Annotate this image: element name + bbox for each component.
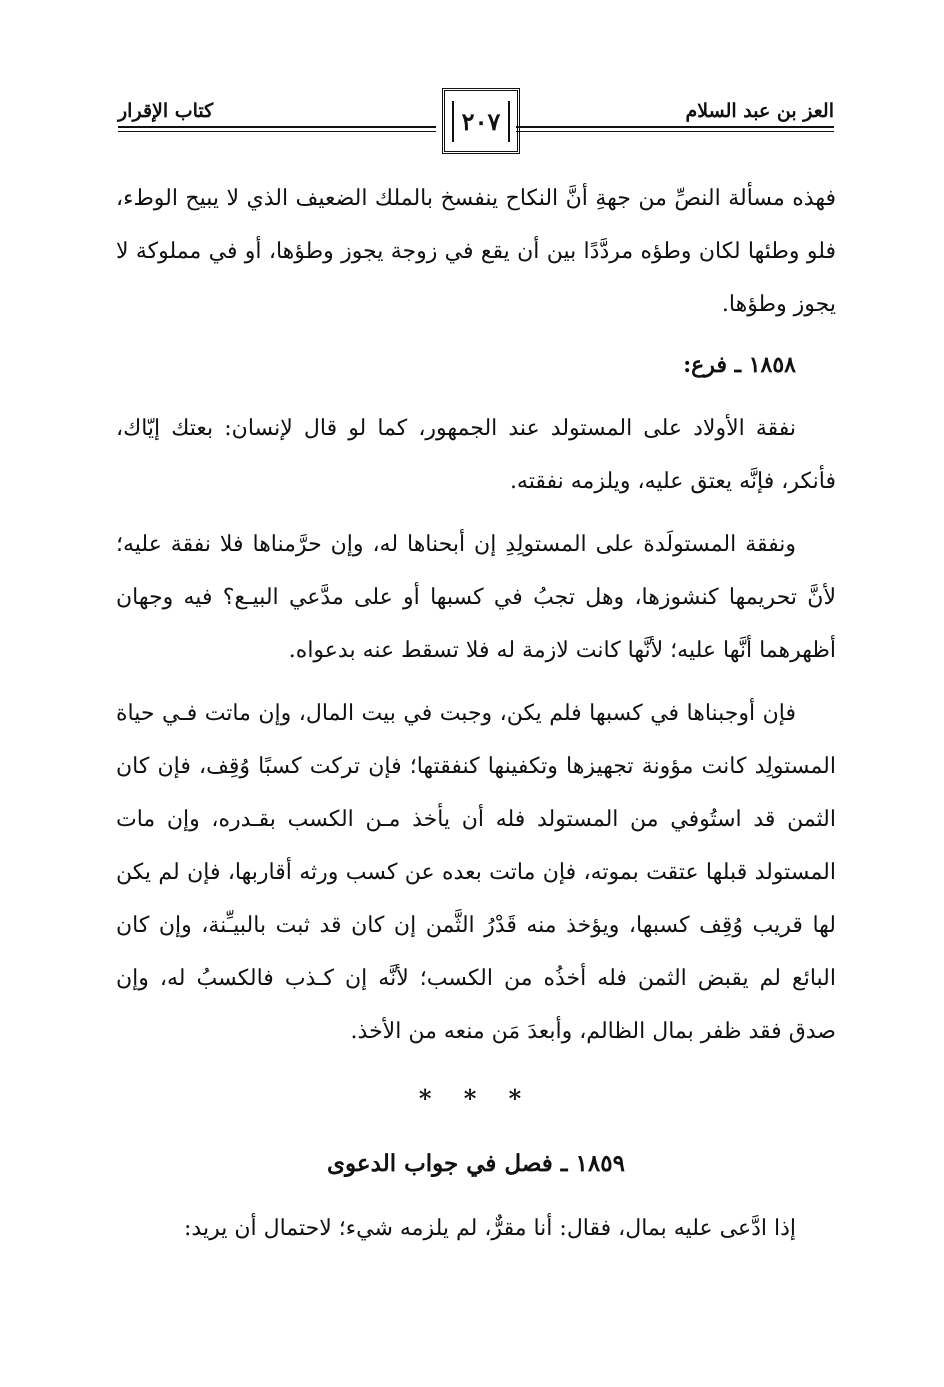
section-heading-1859: ١٨٥٩ ـ فصل في جواب الدعوى bbox=[327, 1150, 625, 1177]
running-header bbox=[118, 88, 834, 168]
paragraph-5: إذا ادَّعى عليه بمال، فقال: أنا مقرٌّ، لم يلزمه شيء؛ لاحتمال أن يريد: bbox=[183, 1216, 796, 1241]
section-separator: * * * bbox=[418, 1084, 534, 1113]
paragraph-4: فإن أوجبناها في كسبها فلم يكن، وجبت في بيت المال، وإن ماتت فـي حياة المستولِد كانت مؤونة تجهيزها وتكفينها كنفقتها؛ فإن تركت كسبًا وُقِف، فإن كان الثمن قد استُوفي من المستولد فله أن يأخذ مـن الكسب بقـدره، وإن مات المستولد قبلها عتقت بموته، فإن ماتت بعده عن كسب ورثه أقاربها، فإن لم يكن لها قريب وُقِف كسبها، ويؤخذ منه قَدْرُ الثَّمن إن كان قد ثبت بالبيـِّنة، وإن كان البائع لم يقبض الثمن فله أخذُه من الكسب؛ لأنَّه إن كـذب فالكسبُ له، وإن صدق فقد ظفر بمال الظالم، وأبعدَ مَن منعه من الأخذ. bbox=[116, 701, 836, 1044]
page-number-box bbox=[442, 88, 520, 154]
branch-heading-1858: ١٨٥٨ ـ فرع: bbox=[683, 352, 796, 378]
header-author: العز بن عبد السلام bbox=[685, 100, 834, 122]
paragraph-1: فهذه مسألة النصِّ من جهةِ أنَّ النكاح ينفسخ بالملك الضعيف الذي لا يبيح الوطء، فلو وطئها لكان وطؤه مردَّدًا بين أن يقع في زوجة يجوز وطؤها، أو في مملوكة لا يجوز وطؤها. bbox=[116, 186, 836, 317]
header-rule-left bbox=[118, 126, 436, 132]
page-body bbox=[116, 172, 836, 1255]
header-book-title: كتاب الإقرار bbox=[118, 100, 214, 122]
paragraph-3: ونفقة المستولَدة على المستولِدِ إن أبحناها له، وإن حرَّمناها فلا نفقة عليه؛ لأنَّ تحريمها كنشوزها، وهل تجبُ في كسبها أو على مدَّعي البيـع؟ فيه وجهان أظهرهما أنَّها عليه؛ لأنَّها كانت لازمة له فلا تسقط عنه بدعواه. bbox=[116, 532, 836, 663]
header-rule-right bbox=[516, 126, 834, 132]
page-number: ٢٠٧ bbox=[452, 101, 511, 142]
paragraph-2: نفقة الأولاد على المستولد عند الجمهور، كما لو قال لإنسان: بعتك إيّاك، فأنكر، فإنَّه يعتق عليه، ويلزمه نفقته. bbox=[116, 416, 836, 494]
